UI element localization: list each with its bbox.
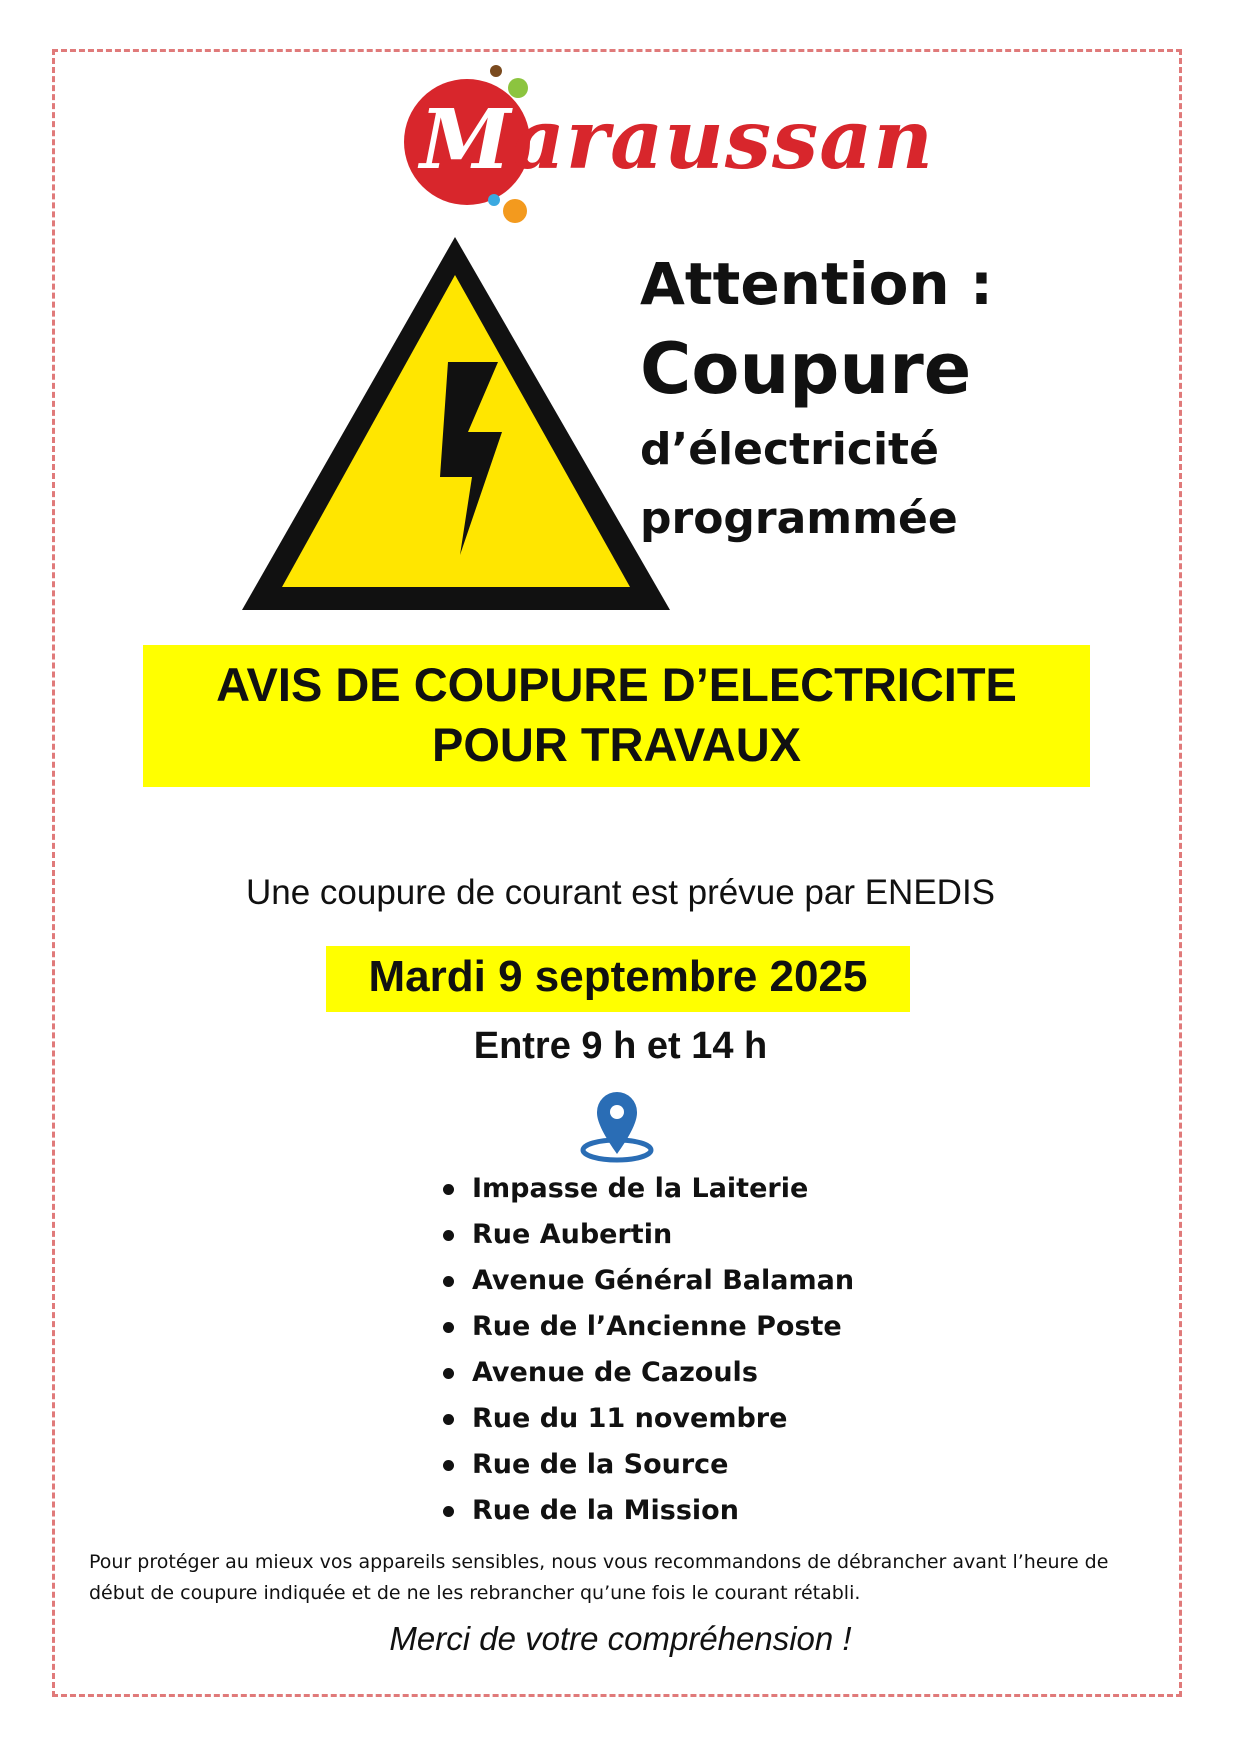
thanks-message: Merci de votre compréhension ! xyxy=(389,1620,852,1657)
attention-title: Attention : xyxy=(640,250,994,318)
banner-line-1: AVIS DE COUPURE D’ELECTRICITE xyxy=(216,658,1017,711)
outage-hours: Entre 9 h et 14 h xyxy=(473,1025,768,1067)
bullet xyxy=(443,1230,454,1241)
street-name: Rue du 11 novembre xyxy=(472,1403,788,1434)
bullet xyxy=(443,1276,454,1287)
high-voltage-warning-icon xyxy=(240,237,680,617)
list-item xyxy=(440,1396,854,1442)
list-item xyxy=(440,1350,854,1396)
bullet xyxy=(443,1460,454,1471)
logo-wordmark: Maraussan xyxy=(420,92,934,188)
list-item xyxy=(440,1488,854,1534)
programmee-heading: programmée xyxy=(640,493,958,544)
bullet xyxy=(443,1322,454,1333)
street-name: Rue de la Source xyxy=(472,1449,729,1480)
coupure-heading: Coupure xyxy=(640,328,972,410)
street-name: Avenue Général Balaman xyxy=(472,1265,855,1296)
date-highlight xyxy=(326,946,910,1012)
bullet xyxy=(443,1184,454,1195)
outage-date: Mardi 9 septembre 2025 xyxy=(368,952,868,1001)
affected-streets-list xyxy=(440,1166,854,1534)
street-name: Rue de la Mission xyxy=(472,1495,739,1526)
intro-text: Une coupure de courant est prévue par ENEDIS xyxy=(245,873,996,912)
street-name: Impasse de la Laiterie xyxy=(472,1173,809,1204)
bullet xyxy=(443,1414,454,1425)
bullet xyxy=(443,1506,454,1517)
maraussan-logo xyxy=(395,64,934,234)
street-name: Rue Aubertin xyxy=(472,1219,673,1250)
street-name: Rue de l’Ancienne Poste xyxy=(472,1311,842,1342)
banner-line-2: POUR TRAVAUX xyxy=(431,718,802,771)
notice-banner xyxy=(143,645,1090,787)
list-item xyxy=(440,1258,854,1304)
electricite-heading: d’électricité xyxy=(640,424,939,475)
list-item xyxy=(440,1442,854,1488)
list-item xyxy=(440,1304,854,1350)
location-pin-icon xyxy=(577,1092,657,1164)
street-name: Avenue de Cazouls xyxy=(472,1357,758,1388)
list-item xyxy=(440,1166,854,1212)
list-item xyxy=(440,1212,854,1258)
advice-paragraph: Pour protéger au mieux vos appareils sensibles, nous vous recommandons de débrancher avant l’heure de début de coupure indiquée et de ne les rebrancher qu’une fois le courant rétabli. xyxy=(89,1551,1109,1604)
bullet xyxy=(443,1368,454,1379)
